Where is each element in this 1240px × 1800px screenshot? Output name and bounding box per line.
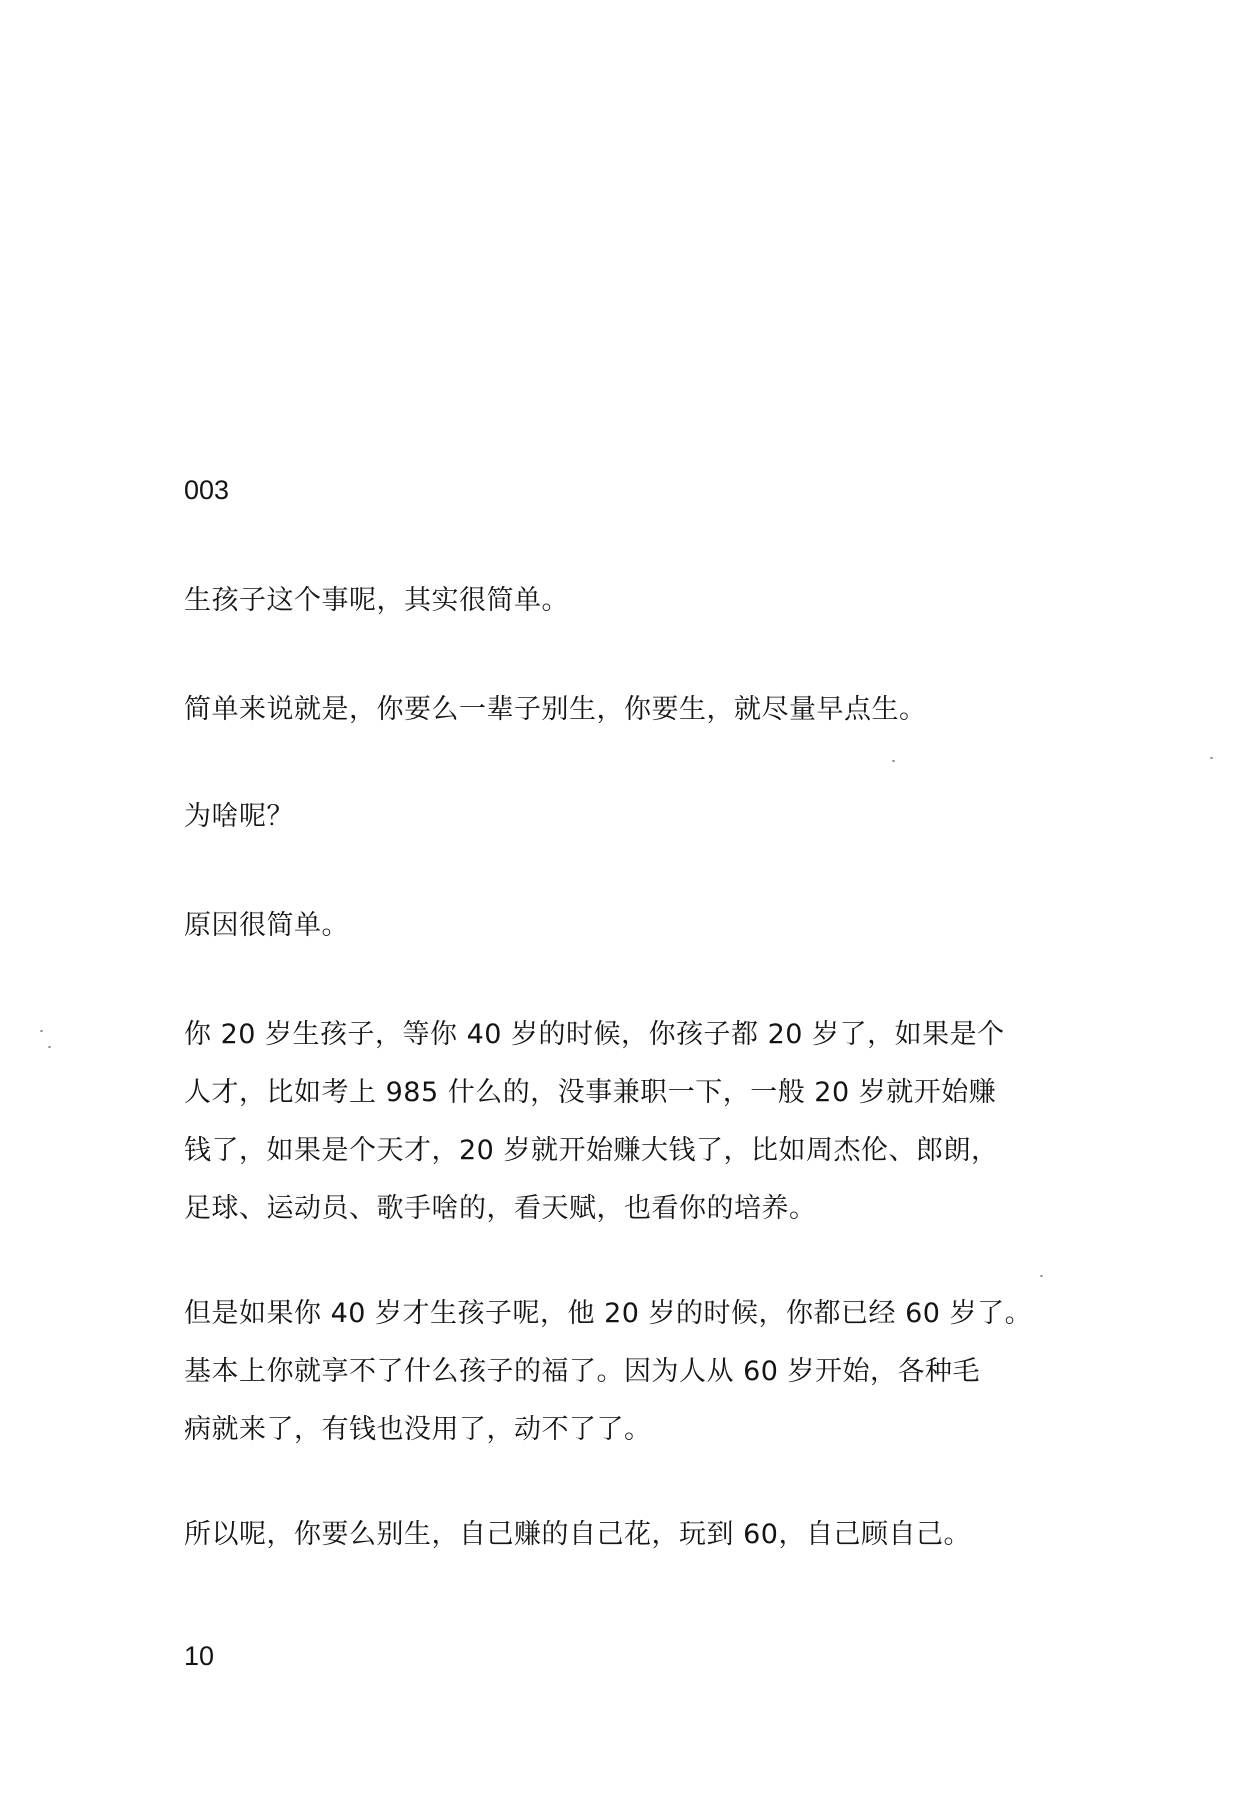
paragraph (184, 1506, 1044, 1564)
section-number: 003 (184, 475, 230, 505)
paragraph-line: 钱了，如果是个天才，20 岁就开始赚大钱了，比如周杰伦、郎朗， (184, 1135, 999, 1166)
paragraph-line: 足球、运动员、歌手啥的，看天赋，也看你的培养。 (184, 1193, 817, 1224)
paragraph-line: 所以呢，你要么别生，自己赚的自己花，玩到 60，自己顾自己。 (184, 1519, 971, 1550)
paragraph (184, 1006, 1044, 1238)
paragraph-line: 人才，比如考上 985 什么的，没事兼职一下，一般 20 岁就开始赚 (184, 1077, 997, 1108)
scan-speck (1040, 1275, 1043, 1277)
scan-speck (40, 1030, 43, 1032)
page-number: 10 (184, 1641, 215, 1671)
paragraph-line: 简单来说就是，你要么一辈子别生，你要生，就尽量早点生。 (184, 694, 927, 725)
paragraph (184, 681, 1044, 739)
paragraph-line: 为啥呢？ (184, 801, 294, 832)
paragraph-line: 基本上你就享不了什么孩子的福了。因为人从 60 岁开始，各种毛 (184, 1356, 981, 1387)
paragraph-line: 病就来了，有钱也没用了，动不了了。 (184, 1414, 652, 1445)
paragraph-line: 但是如果你 40 岁才生孩子呢，他 20 岁的时候，你都已经 60 岁了。 (184, 1298, 1033, 1329)
paragraph-line: 生孩子这个事呢，其实很简单。 (184, 585, 569, 616)
paragraph (184, 788, 1044, 846)
paragraph (184, 572, 1044, 630)
scan-speck (48, 1046, 51, 1048)
paragraph-line: 你 20 岁生孩子，等你 40 岁的时候，你孩子都 20 岁了，如果是个 (184, 1019, 1005, 1050)
paragraph (184, 1285, 1044, 1459)
paragraph-line: 原因很简单。 (184, 910, 349, 941)
scan-speck (892, 760, 895, 762)
scan-speck (1210, 757, 1213, 759)
paragraph (184, 897, 1044, 955)
